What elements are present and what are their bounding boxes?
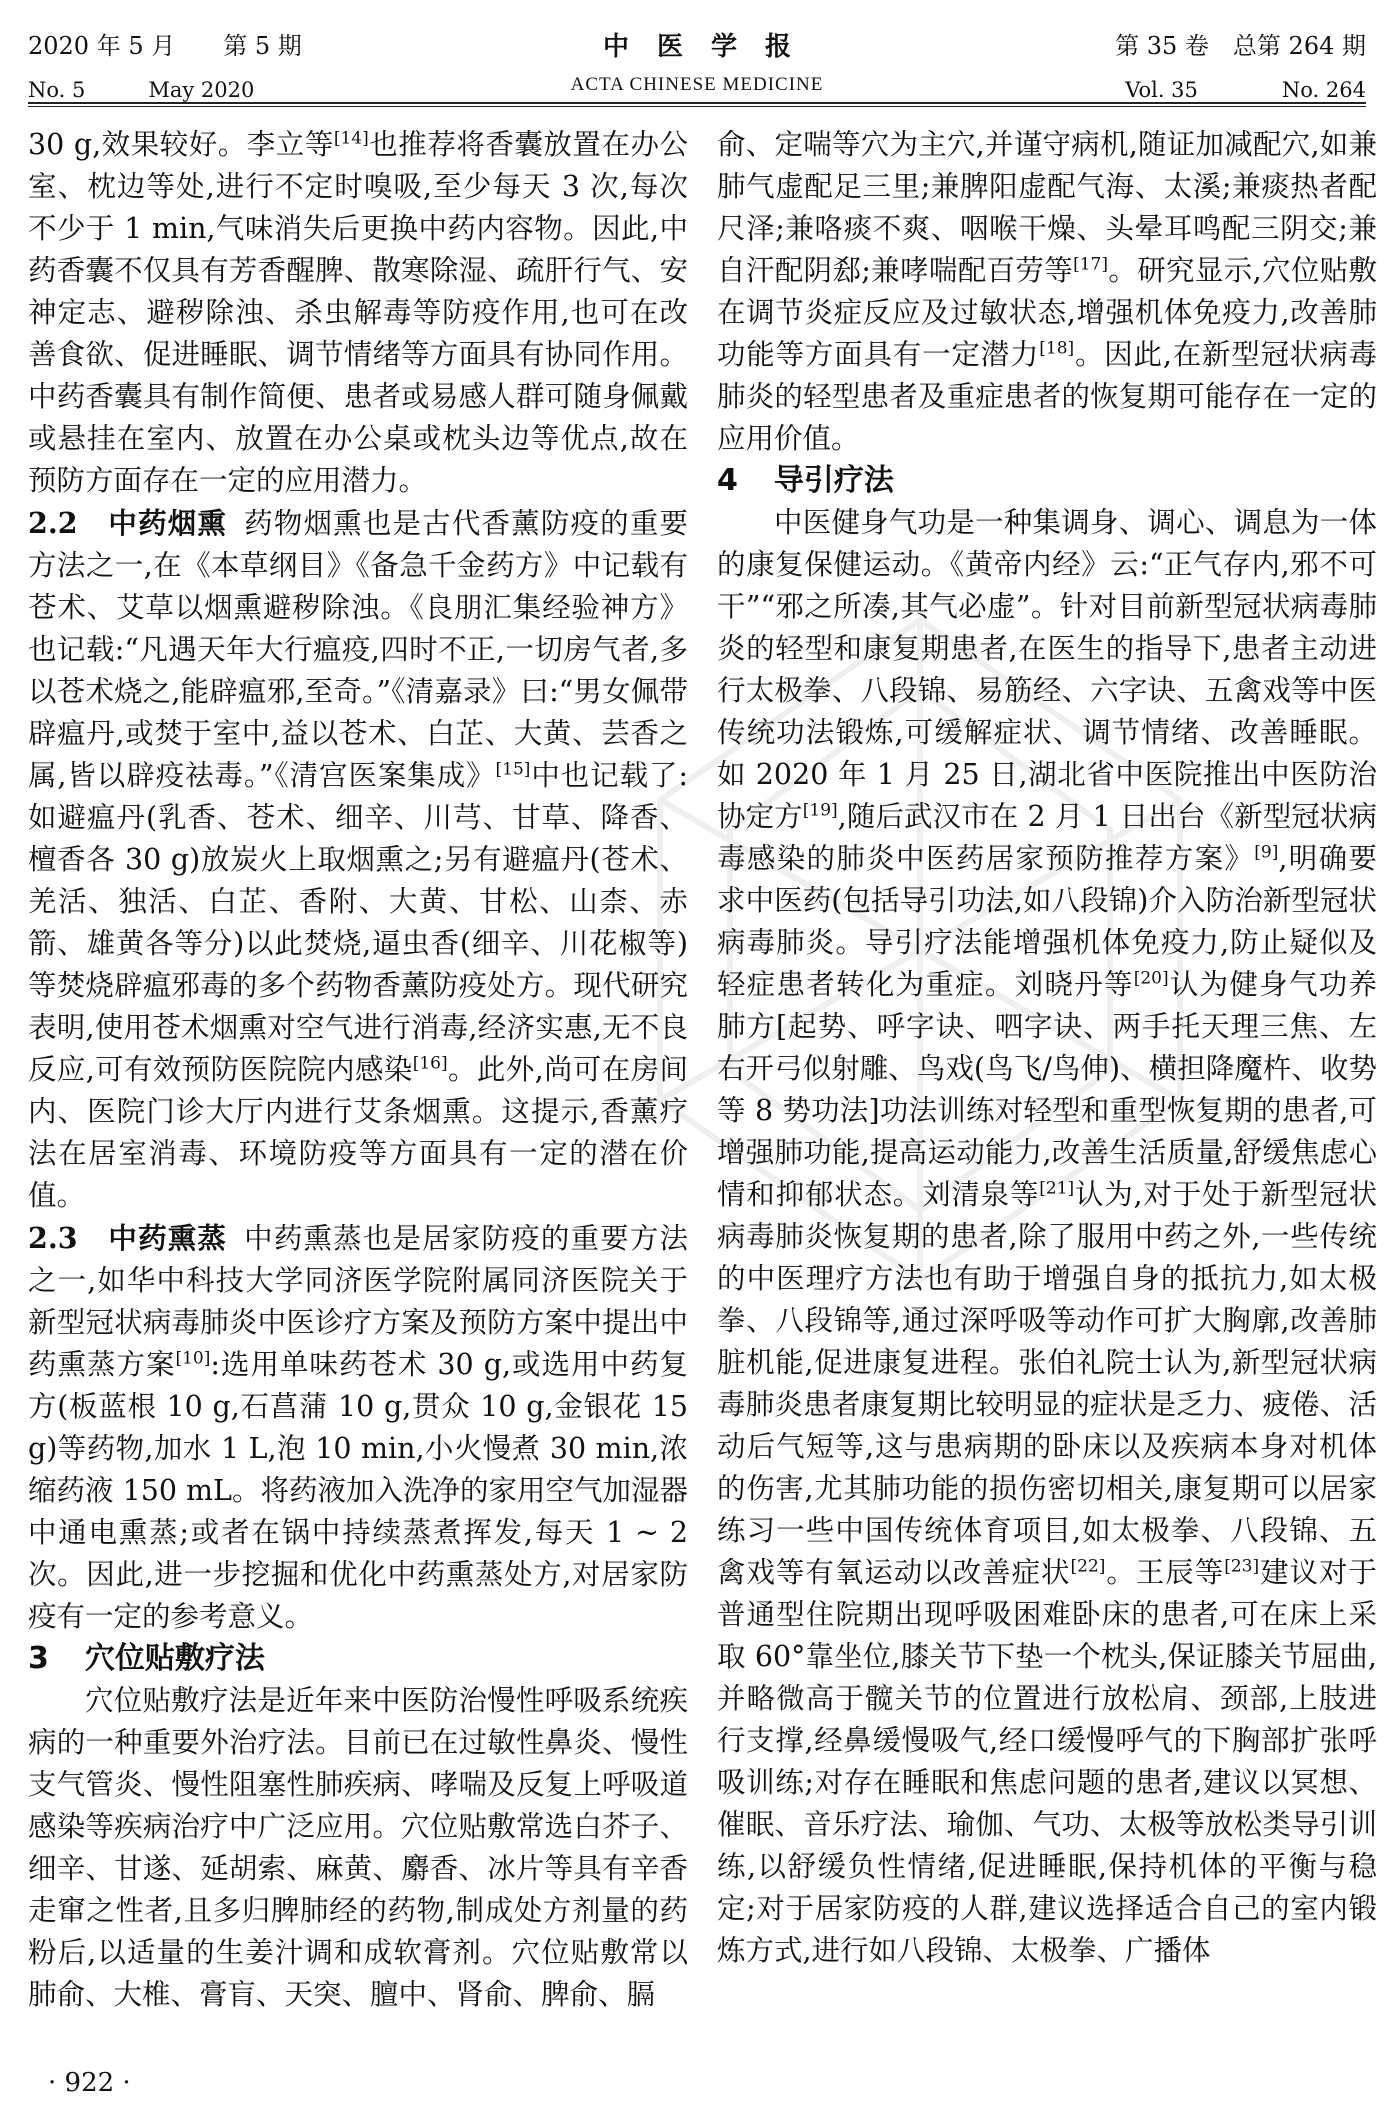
citation-ref: [22] (1070, 1556, 1106, 1577)
subsection-heading: 2.3 中药熏蒸 (28, 1221, 228, 1255)
volume-en: Vol. 35 No. 264 (1125, 78, 1366, 102)
citation-ref: [9] (1254, 842, 1279, 863)
citation-ref: [18] (1039, 338, 1075, 359)
left-column (28, 124, 688, 2016)
citation-ref: [23] (1224, 1556, 1260, 1577)
subsection-2-2: 2.2 中药烟熏 药物烟熏也是古代香薰防疫的重要方法之一,在《本草纲目》《备急千金药方》中记载有苍术、艾草以烟熏避秽除浊。《良朋汇集经验神方》也记载:“凡遇天年大行瘟疫,四时不正,一切房气者,多以苍术烧之,能辟瘟邪,至奇。”《清嘉录》曰:“男女佩带辟瘟丹,或焚于室中,益以苍术、白芷、大黄、芸香之属,皆以辟疫祛毒。”《清宫医案集成》[15]中也记载了:如避瘟丹(乳香、苍术、细辛、川芎、甘草、降香、檀香各 30 g)放炭火上取烟熏之;另有避瘟丹(苍术、羌活、独活、白芷、香附、大黄、甘松、山柰、赤箭、雄黄各等分)以此焚烧,逼虫香(细辛、川花椒等)等焚烧辟瘟邪毒的多个药物香薰防疫处方。现代研究表明,使用苍术烟熏对空气进行消毒,经济实惠,无不良反应,可有效预防医院院内感染[16]。此外,尚可在房间内、医院门诊大厅内进行艾条烟熏。这提示,香薰疗法在居室消毒、环境防疫等方面具有一定的潜在价值。 (28, 506, 688, 1212)
section-heading-4: 4 导引疗法 (717, 463, 894, 498)
issue-date-en: No. 5 May 2020 (28, 78, 255, 102)
citation-ref: [19] (802, 800, 838, 821)
paragraph-sachet: 30 g,效果较好。李立等[14]也推荐将香囊放置在办公室、枕边等处,进行不定时嗅吸,至少每天 3 次,每次不少于 1 min,气味消失后更换中药内容物。因此,中药香囊不仅具有芳香醒脾、散寒除湿、疏肝行气、安神定志、避秽除浊、杀虫解毒等防疫作用,也可在改善食欲、促进睡眠、调节情绪等方面具有协同作用。中药香囊具有制作简便、患者或易感人群可随身佩戴或悬挂在室内、放置在办公桌或枕头边等优点,故在预防方面存在一定的应用潜力。 (28, 128, 688, 497)
paragraph-acupoint-cont: 俞、定喘等穴为主穴,并谨守病机,随证加减配穴,如兼肺气虚配足三里;兼脾阳虚配气海、太溪;兼痰热者配尺泽;兼咯痰不爽、咽喉干燥、头晕耳鸣配三阴交;兼自汗配阴郄;兼哮喘配百劳等[17]。研究显示,穴位贴敷在调节炎症反应及过敏状态,增强机体免疫力,改善肺功能等方面具有一定潜力[18]。因此,在新型冠状病毒肺炎的轻型患者及重症患者的恢复期可能存在一定的应用价值。 (717, 128, 1378, 455)
section-heading-3: 3 穴位贴敷疗法 (28, 1641, 265, 1676)
journal-title-en: ACTA CHINESE MEDICINE (570, 74, 824, 95)
citation-ref: [15] (495, 759, 531, 780)
journal-title-cn: 中医学报 (602, 32, 819, 62)
paragraph-daoyin: 中医健身气功是一种集调身、调心、调息为一体的康复保健运动。《黄帝内经》云:“正气存内,邪不可干”“邪之所凑,其气必虚”。针对目前新型冠状病毒肺炎的轻型和康复期患者,在医生的指导下,患者主动进行太极拳、八段锦、易筋经、六字诀、五禽戏等中医传统功法锻炼,可缓解症状、调节情绪、改善睡眠。如 2020 年 1 月 25 日,湖北省中医院推出中医防治协定方[19],随后武汉市在 2 月 1 日出台《新型冠状病毒感染的肺炎中医药居家预防推荐方案》[9],明确要求中医药(包括导引功法,如八段锦)介入防治新型冠状病毒肺炎。导引疗法能增强机体免疫力,防止疑似及轻症患者转化为重症。刘晓丹等[20]认为健身气功养肺方[起势、呼字诀、呬字诀、两手托天理三焦、左右开弓似射雕、鸟戏(鸟飞/鸟伸)、横担降魔杵、收势等 8 势功法]功法训练对轻型和重型恢复期的患者,可增强肺功能,提高运动能力,改善生活质量,舒缓焦虑心情和抑郁状态。刘清泉等[21]认为,对于处于新型冠状病毒肺炎恢复期的患者,除了服用中药之外,一些传统的中医理疗方法也有助于增强自身的抵抗力,如太极拳、八段锦等,通过深呼吸等动作可扩大胸廓,改善肺脏机能,促进康复进程。张伯礼院士认为,新型冠状病毒肺炎患者康复期比较明显的症状是乏力、疲倦、活动后气短等,这与患病期的卧床以及疾病本身对机体的伤害,尤其肺功能的损伤密切相关,康复期可以居家练习一些中国传统体育项目,如太极拳、八段锦、五禽戏等有氧运动以改善症状[22]。王辰等[23]建议对于普通型住院期出现呼吸困难卧床的患者,可在床上采取 60°靠坐位,膝关节下垫一个枕头,保证膝关节屈曲,并略微高于髋关节的位置进行放松肩、颈部,上肢进行支撑,经鼻缓慢吸气,经口缓慢呼气的下胸部扩张呼吸训练;对存在睡眠和焦虑问题的患者,建议以冥想、催眠、音乐疗法、瑜伽、气功、太极等放松类导引训练,以舒缓负性情绪,促进睡眠,保持机体的平衡与稳定;对于居家防疫的人群,建议选择适合自己的室内锻炼方式,进行如八段锦、太极拳、广播体 (717, 506, 1377, 1967)
citation-ref: [17] (1073, 254, 1108, 275)
issue-date-cn: 2020 年 5 月 第 5 期 (28, 32, 302, 60)
volume-cn: 第 35 卷 总第 264 期 (1115, 32, 1366, 60)
subsection-2-3: 2.3 中药熏蒸 中药熏蒸也是居家防疫的重要方法之一,如华中科技大学同济医学院附属同济医院关于新型冠状病毒肺炎中医诊疗方案及预防方案中提出中药熏蒸方案[10]:选用单味药苍术 30 g,或选用中药复方(板蓝根 10 g,石菖蒲 10 g,贯众 10 g,金银花 15 g)等药物,加水 1 L,泡 10 min,小火慢煮 30 min,浓缩药液 150 mL。将药液加入洗净的家用空气加湿器中通电熏蒸;或者在锅中持续蒸煮挥发,每天 1 ~ 2 次。因此,进一步挖掘和优化中药熏蒸处方,对居家防疫有一定的参考意义。 (28, 1221, 688, 1633)
citation-ref: [10] (175, 1348, 211, 1369)
page-number: · 922 · (48, 2068, 131, 2098)
citation-ref: [14] (333, 128, 369, 149)
citation-ref: [21] (1039, 1178, 1075, 1199)
paragraph-acupoint: 穴位贴敷疗法是近年来中医防治慢性呼吸系统疾病的一种重要外治疗法。目前已在过敏性鼻炎、慢性支气管炎、慢性阻塞性肺疾病、哮喘及反复上呼吸道感染等疾病治疗中广泛应用。穴位贴敷常选白芥子、细辛、甘遂、延胡索、麻黄、麝香、冰片等具有辛香走窜之性者,且多归脾肺经的药物,制成处方剂量的药粉后,以适量的生姜汁调和成软膏剂。穴位贴敷常以肺俞、大椎、膏肓、天突、膻中、肾俞、脾俞、膈 (28, 1684, 688, 2011)
citation-ref: [20] (1133, 968, 1169, 989)
citation-ref: [16] (412, 1053, 448, 1074)
subsection-heading: 2.2 中药烟熏 (28, 506, 228, 540)
right-column (717, 124, 1377, 1972)
header-rule-thin (28, 106, 1366, 107)
header-rule (28, 102, 1366, 104)
